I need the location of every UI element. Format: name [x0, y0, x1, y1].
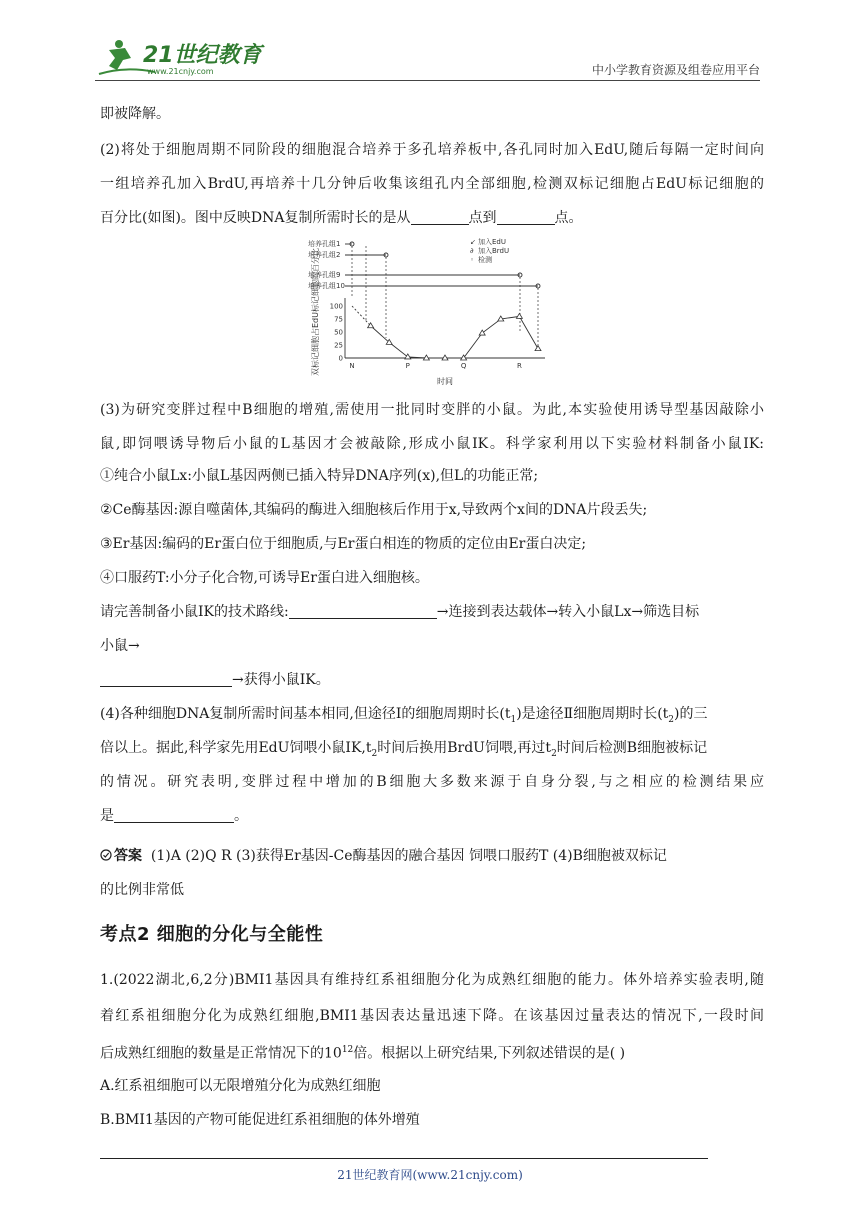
legend-detect: 检测: [478, 256, 492, 264]
text-segment: 时间后检测B细胞被标记: [556, 740, 708, 756]
row-label: 培养孔组10: [308, 282, 345, 290]
answer-blank[interactable]: [100, 672, 232, 687]
row-label: 培养孔组2: [308, 251, 341, 259]
answer-blank[interactable]: [497, 210, 555, 225]
text-line: ④口服药T:小分子化合物,可诱导Er蛋白进入细胞核。: [100, 570, 429, 586]
text-line: [100, 670, 764, 690]
option-a[interactable]: A.红系祖细胞可以无限增殖分化为成熟红细胞: [100, 1078, 381, 1094]
y-tick-label: 25: [334, 341, 343, 350]
text-segment: 倍以上。据此,科学家先用EdU饲喂小鼠IK,t: [100, 740, 372, 756]
text-segment: 点。: [554, 210, 583, 226]
x-tick-label: P: [405, 362, 410, 370]
cell-labeling-figure: [300, 236, 550, 388]
text-line: ③Er基因:编码的Er蛋白位于细胞质,与Er蛋白相连的物质的定位由Er蛋白决定;: [100, 536, 587, 552]
text-line: 一组培养孔加入BrdU,再培养十几分钟后收集该组孔内全部细胞,检测双标记细胞占EdU标记细胞的: [100, 176, 764, 192]
answer-text: (1)A (2)Q R (3)获得Er基因-Ce酶基因的融合基因 饲喂口服药T (4)B细胞被双标记: [150, 848, 667, 864]
answer-blank[interactable]: [411, 210, 469, 225]
x-axis-title: 时间: [437, 377, 453, 386]
question-text: [100, 1040, 764, 1064]
text-line: (3)为研究变胖过程中B细胞的增殖,需使用一批同时变胖的小鼠。为此,本实验使用诱导型基因敲除小: [100, 402, 764, 418]
x-tick-label: Q: [460, 362, 467, 370]
text-line: [100, 602, 764, 622]
legend-edu-icon: ↙: [470, 238, 476, 246]
text-line: ①纯合小鼠Lx:小鼠L基因两侧已插入特异DNA序列(x),但L的功能正常;: [100, 468, 539, 484]
text-segment: 百分比(如图)。图中反映DNA复制所需时长的是从: [100, 210, 411, 226]
legend-edu: 加入EdU: [478, 238, 506, 246]
answer-label: 答案: [114, 848, 142, 864]
subscript: 1: [510, 714, 517, 725]
legend-detect-icon: ◦: [470, 256, 475, 264]
text-segment: 。: [234, 808, 248, 824]
text-segment: 请完善制备小鼠IK的技术路线:: [100, 604, 289, 620]
question-text: 着红系祖细胞分化为成熟红细胞,BMI1基因表达量迅速下降。在该基因过量表达的情况下,一段时间: [100, 1008, 764, 1024]
option-b[interactable]: B.BMI1基因的产物可能促进红系祖细胞的体外增殖: [100, 1112, 420, 1128]
data-point: [442, 355, 448, 360]
footer-text: 21世纪教育网(www.21cnjy.com): [337, 1168, 523, 1182]
text-line: 鼠,即饲喂诱导物后小鼠的L基因才会被敲除,形成小鼠IK。科学家利用以下实验材料制备小鼠IK:: [100, 436, 764, 452]
text-segment: (4)各种细胞DNA复制所需时间基本相同,但途径Ⅰ的细胞周期时长(t: [100, 706, 511, 722]
row-label: 培养孔组1: [308, 240, 341, 248]
y-tick-label: 100: [329, 302, 343, 311]
answer-check-icon: [100, 849, 112, 861]
site-logo: [95, 36, 275, 80]
text-line: 的情况。研究表明,变胖过程中增加的B细胞大多数来源于自身分裂,与之相应的检测结果应: [100, 774, 764, 790]
y-axis-title: 双标记细胞占EdU标记细胞的百分比: [311, 248, 320, 376]
legend-brdu-icon: ∂: [470, 247, 474, 255]
subscript: 2: [551, 748, 557, 759]
text-segment: )是途径Ⅱ细胞周期时长(t: [516, 706, 669, 722]
logo-sub-text: www.21cnjy.com: [147, 67, 214, 76]
y-tick-label: 75: [334, 315, 343, 324]
text-segment: 时间后换用BrdU饲喂,再过t: [377, 740, 552, 756]
answer-line: [100, 846, 764, 866]
series-line: [371, 316, 538, 358]
section-heading: 考点2 细胞的分化与全能性: [100, 924, 324, 945]
x-tick-label: N: [349, 362, 355, 370]
text-segment: →连接到表达载体→转入小鼠Lx→筛选目标: [436, 604, 700, 620]
y-tick-label: 0: [338, 354, 343, 363]
text-line: [100, 806, 764, 826]
data-point: [535, 346, 541, 351]
text-segment: 倍。根据以上研究结果,下列叙述错误的是( ): [353, 1045, 626, 1062]
superscript: 12: [341, 1045, 354, 1055]
answer-blank[interactable]: [289, 604, 437, 619]
subscript: 2: [668, 714, 675, 725]
footer-divider: [100, 1158, 708, 1159]
data-point: [516, 313, 522, 318]
text-segment: )的三: [674, 706, 708, 722]
text-line: [100, 738, 764, 764]
y-tick-label: 50: [334, 328, 343, 337]
answer-line: 的比例非常低: [100, 882, 184, 898]
legend-brdu: 加入BrdU: [478, 247, 510, 255]
x-tick-label: R: [516, 362, 522, 370]
data-point: [479, 330, 485, 335]
series-line-dashed: [352, 306, 371, 326]
logo-main-text: 21世纪教育: [143, 43, 262, 68]
text-line: 即被降解。: [100, 106, 170, 122]
text-line: 小鼠→: [100, 638, 140, 654]
header-divider: [95, 80, 760, 81]
data-point: [405, 354, 411, 359]
text-segment: 后成熟红细胞的数量是正常情况下的10: [100, 1045, 342, 1062]
question-text: 1.(2022湖北,6,2分)BMI1基因具有维持红系祖细胞分化为成熟红细胞的能力。体外培养实验表明,随: [100, 972, 764, 988]
platform-name: 中小学教育资源及组卷应用平台: [591, 63, 760, 77]
row-label: 培养孔组9: [308, 271, 341, 279]
text-segment: →获得小鼠IK。: [232, 672, 330, 688]
text-line: ②Ce酶基因:源自噬菌体,其编码的酶进入细胞核后作用于x,导致两个x间的DNA片段丢失;: [100, 502, 648, 518]
subscript: 2: [371, 748, 378, 759]
text-segment: 点到: [468, 210, 497, 226]
answer-blank[interactable]: [114, 808, 234, 823]
text-line: [100, 208, 764, 228]
text-line: [100, 704, 764, 730]
text-line: (2)将处于细胞周期不同阶段的细胞混合培养于多孔培养板中,各孔同时加入EdU,随后每隔一定时间向: [100, 142, 764, 158]
text-segment: 是: [100, 808, 114, 824]
page-header: [95, 36, 760, 82]
